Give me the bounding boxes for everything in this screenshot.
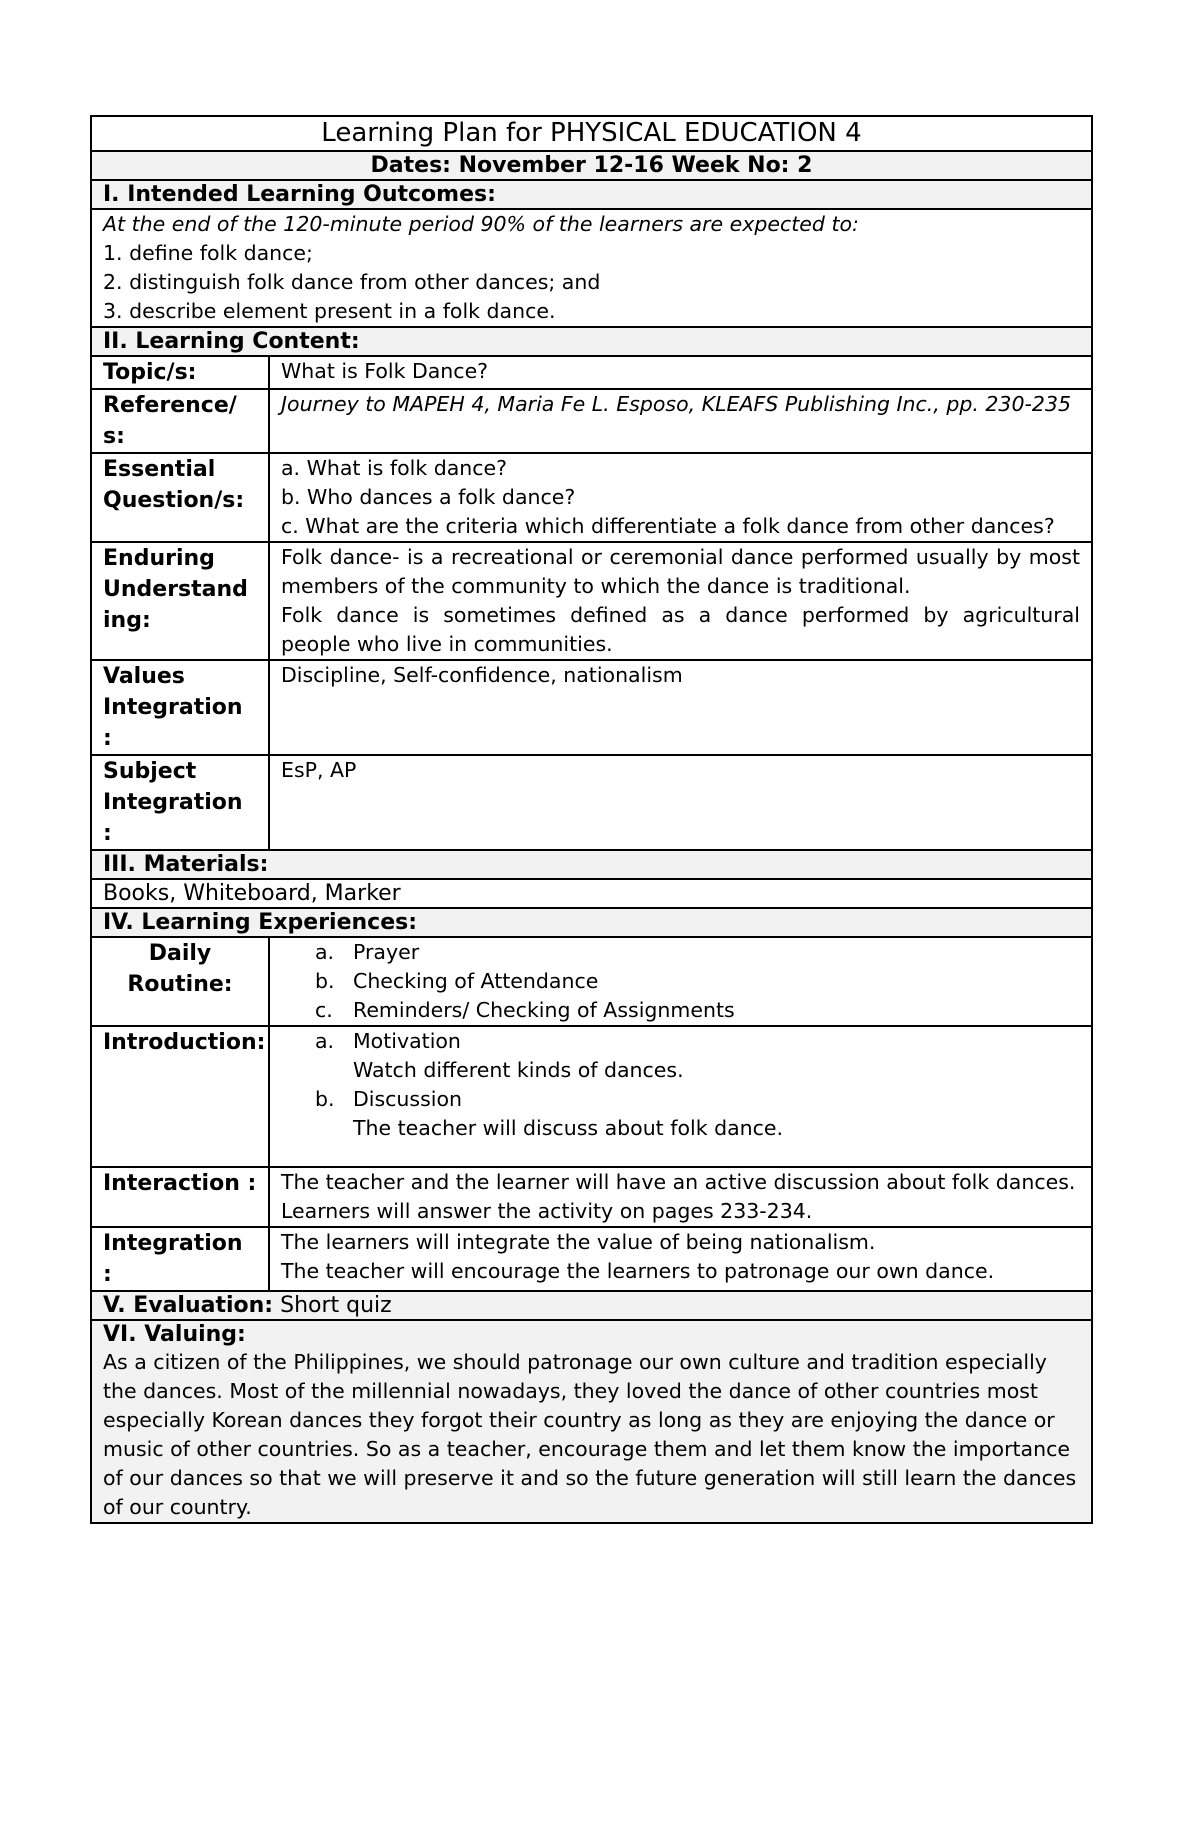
routine-label: Daily Routine: — [91, 937, 269, 1026]
routine-item-text: Prayer — [353, 940, 420, 964]
essential-question: c. What are the criteria which differentiate a folk dance from other dances? — [281, 514, 1055, 538]
introduction-list — [281, 1027, 1080, 1056]
reference-row — [91, 389, 1092, 453]
content-heading: II. Learning Content: — [91, 327, 1092, 356]
outcomes-heading-row — [91, 180, 1092, 209]
valuing-text: As a citizen of the Philippines, we should patronage our own culture and tradition especially the dances. Most of the millennial nowadays, they loved the dance of other countries most especially Korean dances they forgot their country as long as they are enjoying the dance or music of other countries. So as a teacher, encourage them and let them know the importance of our dances so that we will preserve it and so the future generation will still learn the dances of our country. — [103, 1350, 1077, 1519]
reference-label: Reference/ s: — [91, 389, 269, 453]
list-item — [281, 967, 1080, 996]
outcome-item: 1. define folk dance; — [103, 241, 313, 265]
title-row — [91, 116, 1092, 151]
enduring-label: Enduring Understand ing: — [91, 542, 269, 660]
list-marker: a. — [315, 1029, 335, 1053]
evaluation-cell — [91, 1291, 1092, 1320]
outcome-item: 3. describe element present in a folk dance. — [103, 299, 556, 323]
essential-cell — [269, 453, 1092, 542]
list-marker: b. — [315, 969, 335, 993]
materials-value: Books, Whiteboard, Marker — [91, 879, 1092, 908]
valuing-cell — [91, 1320, 1092, 1523]
content-heading-row — [91, 327, 1092, 356]
subject-row — [91, 755, 1092, 850]
discussion-text: The teacher will discuss about folk dance. — [353, 1116, 784, 1140]
outcomes-cell — [91, 209, 1092, 327]
integration-item: The learners will integrate the value of being nationalism. — [281, 1230, 876, 1254]
routine-row — [91, 937, 1092, 1026]
enduring-item: Folk dance is sometimes defined as a dance performed by agricultural people who live in communities. — [281, 603, 1080, 656]
list-item — [281, 938, 1080, 967]
interaction-cell — [269, 1167, 1092, 1227]
motivation-title: Motivation — [353, 1029, 461, 1053]
values-row — [91, 660, 1092, 755]
essential-question: b. Who dances a folk dance? — [281, 485, 576, 509]
list-marker: c. — [315, 998, 333, 1022]
enduring-row — [91, 542, 1092, 660]
experiences-heading: IV. Learning Experiences: — [91, 908, 1092, 937]
page-title: Learning Plan for PHYSICAL EDUCATION 4 — [91, 116, 1092, 151]
learning-plan-table — [90, 115, 1093, 1524]
values-label: Values Integration : — [91, 660, 269, 755]
list-item — [281, 1085, 1080, 1114]
integration-item: The teacher will encourage the learners to patronage our own dance. — [281, 1259, 995, 1283]
valuing-row — [91, 1320, 1092, 1523]
enduring-cell — [269, 542, 1092, 660]
routine-item-text: Checking of Attendance — [353, 969, 599, 993]
dates-week: Dates: November 12-16 Week No: 2 — [91, 151, 1092, 180]
topic-value: What is Folk Dance? — [269, 356, 1092, 389]
introduction-list — [281, 1085, 1080, 1114]
interaction-item: Learners will answer the activity on pages 233-234. — [281, 1199, 813, 1223]
interaction-label: Interaction : — [91, 1167, 269, 1227]
integration-cell — [269, 1227, 1092, 1291]
motivation-text: Watch different kinds of dances. — [353, 1058, 684, 1082]
evaluation-value: Short quiz — [280, 1293, 392, 1318]
list-item — [281, 1027, 1080, 1056]
list-marker: a. — [315, 940, 335, 964]
subject-label: Subject Integration : — [91, 755, 269, 850]
dates-row — [91, 151, 1092, 180]
experiences-heading-row — [91, 908, 1092, 937]
introduction-label: Introduction: — [91, 1026, 269, 1167]
subject-value: EsP, AP — [269, 755, 1092, 850]
integration-label: Integration : — [91, 1227, 269, 1291]
valuing-heading: VI. Valuing: — [103, 1322, 246, 1347]
topic-row — [91, 356, 1092, 389]
introduction-row — [91, 1026, 1092, 1167]
routine-list — [281, 938, 1080, 1025]
values-value: Discipline, Self-confidence, nationalism — [269, 660, 1092, 755]
outcomes-row — [91, 209, 1092, 327]
materials-heading: III. Materials: — [91, 850, 1092, 879]
essential-question: a. What is folk dance? — [281, 456, 508, 480]
evaluation-row — [91, 1291, 1092, 1320]
routine-item-text: Reminders/ Checking of Assignments — [353, 998, 735, 1022]
enduring-item: Folk dance- is a recreational or ceremonial dance performed usually by most members of the community to which the dance is traditional. — [281, 545, 1080, 598]
materials-row — [91, 879, 1092, 908]
outcome-item: 2. distinguish folk dance from other dances; and — [103, 270, 601, 294]
reference-value: Journey to MAPEH 4, Maria Fe L. Esposo, KLEAFS Publishing Inc., pp. 230-235 — [269, 389, 1092, 453]
interaction-row — [91, 1167, 1092, 1227]
essential-label: Essential Question/s: — [91, 453, 269, 542]
introduction-cell — [269, 1026, 1092, 1167]
routine-cell — [269, 937, 1092, 1026]
integration-row — [91, 1227, 1092, 1291]
discussion-title: Discussion — [353, 1087, 463, 1111]
materials-heading-row — [91, 850, 1092, 879]
list-marker: b. — [315, 1087, 335, 1111]
topic-label: Topic/s: — [91, 356, 269, 389]
essential-row — [91, 453, 1092, 542]
interaction-item: The teacher and the learner will have an active discussion about folk dances. — [281, 1170, 1076, 1194]
outcomes-intro: At the end of the 120-minute period 90% of the learners are expected to: — [103, 212, 859, 236]
evaluation-heading: V. Evaluation: — [103, 1293, 274, 1318]
outcomes-heading: I. Intended Learning Outcomes: — [91, 180, 1092, 209]
list-item — [281, 996, 1080, 1025]
